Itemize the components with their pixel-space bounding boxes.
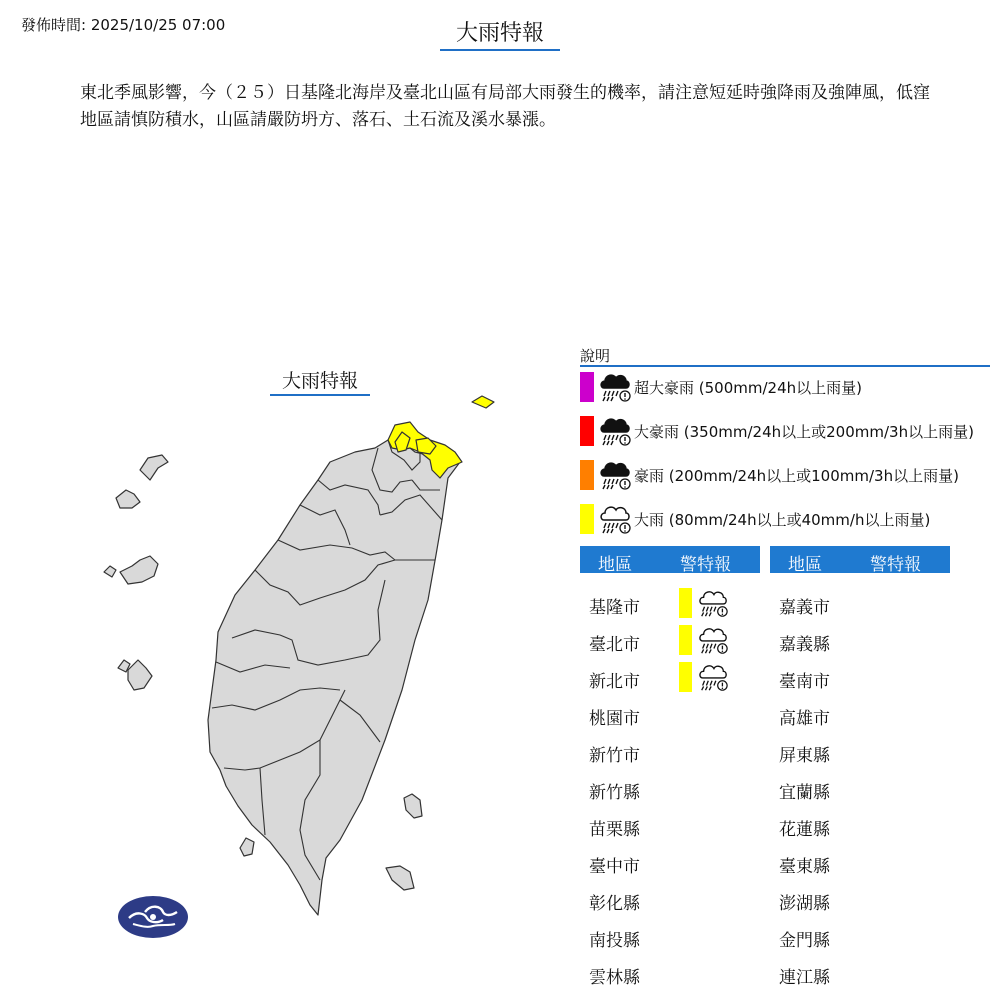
penghu-islands xyxy=(128,660,152,690)
region-name: 新竹縣 xyxy=(589,783,640,803)
warning-level-bar xyxy=(679,588,692,618)
region-name: 雲林縣 xyxy=(589,968,640,988)
region-name: 連江縣 xyxy=(779,968,830,988)
region-name: 臺東縣 xyxy=(779,857,830,877)
warning-level-bar xyxy=(679,625,692,655)
region-name: 苗栗縣 xyxy=(589,820,640,840)
cwa-logo xyxy=(117,894,189,940)
legend-label: 超大豪雨 (500mm/24h以上雨量) xyxy=(634,378,862,397)
matsu-islands-south xyxy=(116,490,140,508)
warning-description: 東北季風影響，今（２５）日基隆北海岸及臺北山區有局部大雨發生的機率，請注意短延時強降雨及強陣風，低窪地區請慎防積水，山區請嚴防坍方、落石、土石流及溪水暴漲。 xyxy=(80,83,930,130)
issued-time: 發佈時間: 2025/10/25 07:00 xyxy=(21,16,226,34)
header-warning: 警特報 xyxy=(680,555,731,575)
region-name: 臺南市 xyxy=(779,672,830,692)
heavy-rain-icon xyxy=(697,587,729,619)
region-name: 基隆市 xyxy=(589,598,640,618)
region-name: 澎湖縣 xyxy=(779,894,830,914)
heavy-rain-icon xyxy=(697,624,729,656)
torrential-rain-icon xyxy=(598,370,632,404)
region-name: 屏東縣 xyxy=(779,746,830,766)
region-name: 桃園市 xyxy=(589,709,640,729)
legend-swatch xyxy=(580,372,594,402)
region-name: 金門縣 xyxy=(779,931,830,951)
warning-level-bar xyxy=(679,662,692,692)
region-name: 新北市 xyxy=(589,672,640,692)
region-name: 嘉義縣 xyxy=(779,635,830,655)
orchid-island xyxy=(386,866,414,890)
legend-item xyxy=(580,504,930,534)
heavy-rain-icon xyxy=(697,661,729,693)
kinmen-island xyxy=(120,556,158,584)
region-name: 高雄市 xyxy=(779,709,830,729)
very-heavy-rain-icon xyxy=(598,458,632,492)
map-region-keelung-islet xyxy=(472,396,494,408)
region-name: 嘉義市 xyxy=(779,598,830,618)
green-island xyxy=(404,794,422,818)
region-name: 南投縣 xyxy=(589,931,640,951)
region-name: 臺北市 xyxy=(589,635,640,655)
legend-item xyxy=(580,460,959,490)
extremely-heavy-rain-icon xyxy=(598,414,632,448)
legend-item xyxy=(580,416,974,446)
legend-label: 大雨 (80mm/24h以上或40mm/h以上雨量) xyxy=(634,510,931,529)
table-header-left xyxy=(580,546,760,573)
region-name: 花蓮縣 xyxy=(779,820,830,840)
region-name: 新竹市 xyxy=(589,746,640,766)
region-name: 宜蘭縣 xyxy=(779,783,830,803)
region-name: 臺中市 xyxy=(589,857,640,877)
legend-item xyxy=(580,372,862,402)
legend-divider xyxy=(580,365,990,367)
lieyu-island xyxy=(104,566,116,577)
map-title: 大雨特報 xyxy=(270,366,370,396)
region-name: 彰化縣 xyxy=(589,894,640,914)
header-region: 地區 xyxy=(598,555,632,575)
legend-swatch xyxy=(580,416,594,446)
legend-swatch xyxy=(580,460,594,490)
header-region: 地區 xyxy=(788,555,822,575)
legend-label: 大豪雨 (350mm/24h以上或200mm/3h以上雨量) xyxy=(634,422,974,441)
legend-swatch xyxy=(580,504,594,534)
legend-title: 說明 xyxy=(580,347,611,365)
liuqiu-island xyxy=(240,838,254,856)
table-header-right xyxy=(770,546,950,573)
matsu-islands xyxy=(140,455,168,480)
header-warning: 警特報 xyxy=(870,555,921,575)
legend-label: 豪雨 (200mm/24h以上或100mm/3h以上雨量) xyxy=(634,466,959,485)
heavy-rain-icon xyxy=(598,502,632,536)
page-title: 大雨特報 xyxy=(440,16,560,51)
